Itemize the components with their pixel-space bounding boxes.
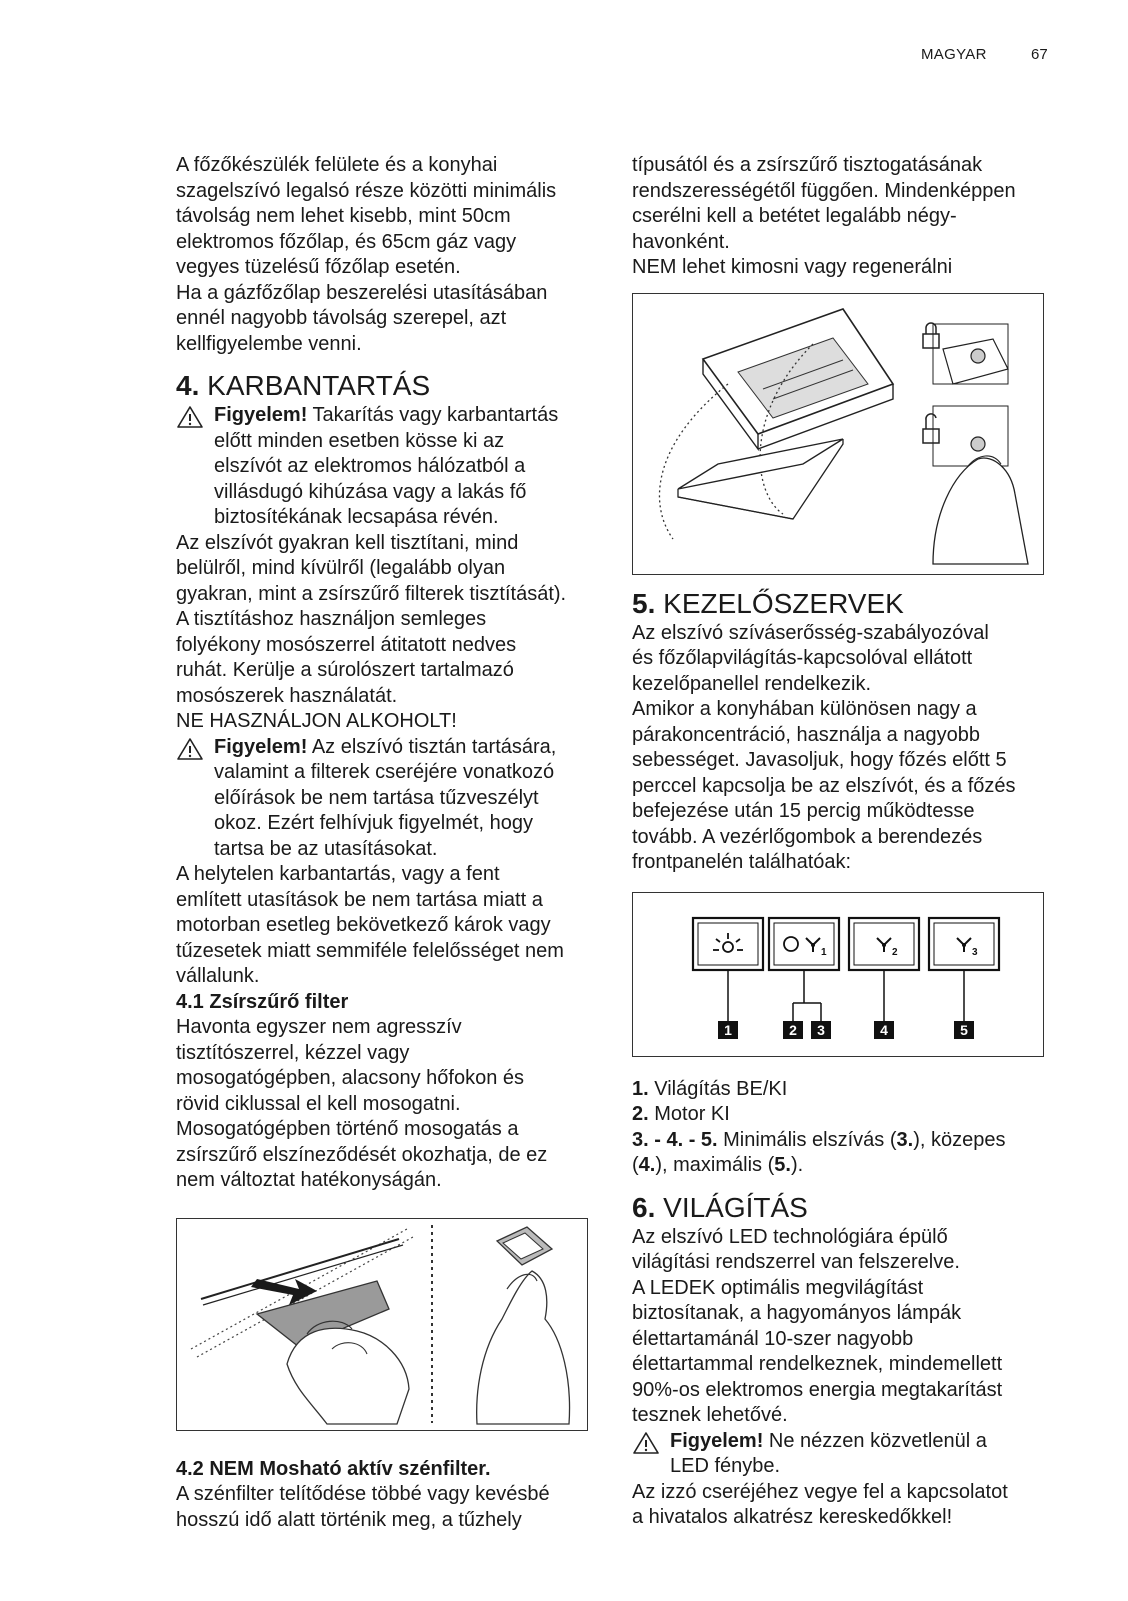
section-6-heading xyxy=(632,1191,1062,1225)
legend-number: 1. xyxy=(632,1077,649,1100)
speed-sub-2: 2 xyxy=(892,946,898,958)
section-number: 6. xyxy=(632,1191,656,1223)
text-line: NEM lehet kimosni vagy regenerálni xyxy=(632,256,953,278)
text-line: élettartamánál 10-szer nagyobb xyxy=(632,1327,914,1350)
section-title: KARBANTARTÁS xyxy=(207,370,431,401)
warning-line xyxy=(670,1429,1062,1455)
text-line: biztosítanak, a hagyományos lámpák xyxy=(632,1302,962,1324)
warning-lead: Figyelem! xyxy=(214,404,308,426)
text-line: cserélni kell a betétet legalább négy- xyxy=(632,205,957,227)
legend-ref: 4. xyxy=(638,1154,656,1176)
grease-filter-removal-illustration xyxy=(176,1218,588,1431)
label-2: 2 xyxy=(789,1021,797,1038)
page-number: 67 xyxy=(1031,46,1048,63)
warning-text: Ne nézzen közvetlenül a xyxy=(763,1429,987,1452)
text-line: hosszú idő alatt történik meg, a tűzhely xyxy=(176,1508,522,1531)
text-line: A LEDEK optimális megvilágítást xyxy=(632,1276,924,1299)
warning-icon xyxy=(632,1431,660,1455)
legend-number: 3. - 4. - 5. xyxy=(632,1128,718,1151)
text-line: típusától és a zsírszűrő tisztogatásának xyxy=(632,154,983,176)
legend-text: Minimális elszívás ( xyxy=(717,1128,897,1151)
text-line: ennél nagyobb távolság szerepel, azt xyxy=(176,307,507,329)
section-4-heading xyxy=(176,369,606,403)
left-column xyxy=(176,153,606,1533)
warning-text: Takarítás vagy karbantartás xyxy=(307,404,559,426)
intro-paragraph xyxy=(176,153,606,357)
text-line: A szénfilter telítődése többé vagy kevésbé xyxy=(176,1483,550,1505)
warning-line: tartsa be az utasításokat. xyxy=(214,837,438,860)
legend-item xyxy=(632,1102,1062,1128)
legend-ref: 5. xyxy=(774,1154,791,1176)
text-line: említett utasítások be nem tartása miatt a xyxy=(176,888,543,911)
warning-block-3 xyxy=(632,1429,1062,1480)
text-line: tesznek lehetővé. xyxy=(632,1404,788,1426)
text-line: mosószerek használatát. xyxy=(176,684,398,707)
label-3: 3 xyxy=(817,1021,825,1038)
text-line: vállalunk. xyxy=(176,965,260,987)
text-line: A tisztításhoz használjon semleges xyxy=(176,608,487,630)
text-line: ruhát. Kerülje a súrolószert tartalmazó xyxy=(176,659,514,681)
grease-filter-paragraph xyxy=(176,1015,606,1194)
text-line: belülről, mind kívülről (legalább olyan xyxy=(176,557,506,579)
text-line: világítási rendszerrel van felszerelve. xyxy=(632,1251,960,1273)
label-4: 4 xyxy=(880,1021,888,1038)
legend-text: Motor KI xyxy=(648,1103,730,1125)
warning-block-2 xyxy=(176,735,606,863)
legend-item xyxy=(632,1128,1062,1154)
subsection-4-1-title: 4.1 Zsírszűrő filter xyxy=(176,990,349,1013)
carbon-filter-drawing xyxy=(633,294,1042,573)
warning-line: előírások be nem tartása tűzveszélyt xyxy=(214,786,539,809)
text-line: Havonta egyszer nem agresszív xyxy=(176,1016,462,1038)
text-line: rövid ciklussal el kell mosogatni. xyxy=(176,1092,461,1115)
right-column xyxy=(632,153,1062,1531)
control-panel-diagram xyxy=(632,892,1044,1057)
text-line: 90%-os elektromos energia megtakarítást xyxy=(632,1378,1003,1401)
text-line: szagelszívó legalsó része közötti minimális xyxy=(176,179,557,202)
text-line: kezelőpanellel rendelkezik. xyxy=(632,672,872,695)
text-line: kellfigyelembe venni. xyxy=(176,332,362,355)
lock-closed-icon xyxy=(923,334,939,348)
legend-item xyxy=(632,1153,1062,1179)
text-line: Ha a gázfőzőlap beszerelési utasításában xyxy=(176,281,548,304)
legend-text: ). xyxy=(790,1154,804,1176)
text-line: Az elszívó LED technológiára épülő xyxy=(632,1225,948,1248)
text-line: tovább. A vezérlőgombok a berendezés xyxy=(632,825,983,848)
speed3-button-icon xyxy=(929,918,999,970)
warning-line: okoz. Ezért felhívjuk figyelmét, hogy xyxy=(214,812,534,834)
text-line: Az elszívót gyakran kell tisztítani, mind xyxy=(176,531,519,554)
warning-lead: Figyelem! xyxy=(670,1429,764,1452)
section-title: VILÁGÍTÁS xyxy=(663,1191,808,1223)
text-line: élettartammal rendelkeznek, mindemellett xyxy=(632,1353,1003,1375)
warning-line: elszívót az elektromos hálózatból a xyxy=(214,455,526,477)
legend-text: Világítás BE/KI xyxy=(648,1077,788,1100)
warning-text: Az elszívó tisztán tartására, xyxy=(307,735,557,758)
warning-line: LED fénybe. xyxy=(670,1455,781,1477)
subsection-4-2-title: 4.2 NEM Mosható aktív szénfilter. xyxy=(176,1457,491,1480)
light-button-icon xyxy=(693,918,763,970)
text-line: vegyes tüzelésű főzőlap esetén. xyxy=(176,256,461,278)
speed-sub-3: 3 xyxy=(972,946,978,958)
text-line: befejezése után 15 percig működtesse xyxy=(632,800,975,822)
text-line: Mosogatógépben történő mosogatás a xyxy=(176,1118,519,1140)
cleaning-paragraph xyxy=(176,531,606,735)
legend-text: ), maximális ( xyxy=(655,1154,775,1176)
text-line: tisztítószerrel, kézzel vagy xyxy=(176,1041,410,1064)
text-line: nem változtat hatékonyságán. xyxy=(176,1169,442,1191)
text-line: távolság nem lehet kisebb, mint 50cm xyxy=(176,205,511,227)
warning-lead: Figyelem! xyxy=(214,735,308,758)
lock-open-icon xyxy=(923,429,939,443)
control-panel-drawing xyxy=(633,893,1042,1055)
text-line: NE HASZNÁLJON ALKOHOLT! xyxy=(176,710,457,732)
legend-text: ), közepes xyxy=(913,1128,1006,1151)
text-line: mosogatógépben, alacsony hőfokon és xyxy=(176,1067,525,1089)
legend-item xyxy=(632,1077,1062,1103)
section-title: KEZELŐSZERVEK xyxy=(663,587,904,619)
text-line: folyékony mosószerrel átitatott nedves xyxy=(176,633,517,656)
text-line: sebességet. Javasoljuk, hogy főzés előtt 5 xyxy=(632,749,1007,771)
lighting-paragraph xyxy=(632,1225,1062,1429)
section-number: 4. xyxy=(176,370,200,401)
text-line: elektromos főzőlap, és 65cm gáz vagy xyxy=(176,230,517,253)
text-line: motorban esetleg bekövetkező károk vagy xyxy=(176,914,551,936)
legend-text: ( xyxy=(632,1154,639,1176)
carbon-filter-paragraph xyxy=(176,1482,606,1533)
text-line: zsírszűrő elszíneződését okozhatja, de ez xyxy=(176,1143,548,1166)
carbon-filter-continued xyxy=(632,153,1062,281)
motor-off-speed1-button-icon xyxy=(769,918,839,970)
text-line: Az elszívó szíváserősség-szabályozóval xyxy=(632,621,989,644)
text-line: A főzőkészülék felülete és a konyhai xyxy=(176,154,498,176)
liability-paragraph xyxy=(176,862,606,990)
warning-line xyxy=(214,403,606,429)
warning-block-1 xyxy=(176,403,606,531)
warning-line: előtt minden esetben kösse ki az xyxy=(214,429,505,452)
legend-number: 2. xyxy=(632,1103,649,1125)
controls-paragraph xyxy=(632,621,1062,876)
speed2-button-icon xyxy=(849,918,919,970)
text-line: párakoncentráció, használja a nagyobb xyxy=(632,723,981,746)
warning-line xyxy=(214,735,606,761)
text-line: perccel kapcsolja be az elszívót, és a főzés xyxy=(632,774,1016,797)
text-line: gyakran, mint a zsírszűrő filterek tisztítását). xyxy=(176,582,567,605)
bulb-replacement-paragraph xyxy=(632,1480,1062,1531)
speed-sub-1: 1 xyxy=(821,946,827,958)
text-line: A helytelen karbantartás, vagy a fent xyxy=(176,863,500,885)
carbon-filter-illustration xyxy=(632,293,1044,575)
header-language: MAGYAR xyxy=(921,46,987,63)
control-legend xyxy=(632,1077,1062,1179)
warning-line: villásdugó kihúzása vagy a lakás fő xyxy=(214,480,527,503)
text-line: a hivatalos alkatrész kereskedőkkel! xyxy=(632,1506,953,1528)
text-line: Amikor a konyhában különösen nagy a xyxy=(632,698,977,720)
text-line: és főzőlapvilágítás-kapcsolóval ellátott xyxy=(632,647,973,669)
text-line: havonként. xyxy=(632,230,730,253)
text-line: rendszerességétől függően. Mindenképpen xyxy=(632,179,1016,202)
label-5: 5 xyxy=(960,1021,968,1038)
text-line: Az izzó cseréjéhez vegye fel a kapcsolatot xyxy=(632,1480,1008,1503)
warning-line: valamint a filterek cseréjére vonatkozó xyxy=(214,761,555,783)
warning-icon xyxy=(176,405,204,429)
text-line: tűzesetek miatt semmiféle felelősséget nem xyxy=(176,939,564,962)
label-1: 1 xyxy=(724,1021,732,1038)
warning-icon xyxy=(176,737,204,761)
text-line: frontpanelén találhatóak: xyxy=(632,851,852,873)
legend-ref: 3. xyxy=(896,1128,914,1151)
warning-line: biztosítékának lecsapása révén. xyxy=(214,506,499,528)
section-5-heading xyxy=(632,587,1062,621)
filter-removal-drawing xyxy=(177,1219,586,1429)
section-number: 5. xyxy=(632,587,656,619)
